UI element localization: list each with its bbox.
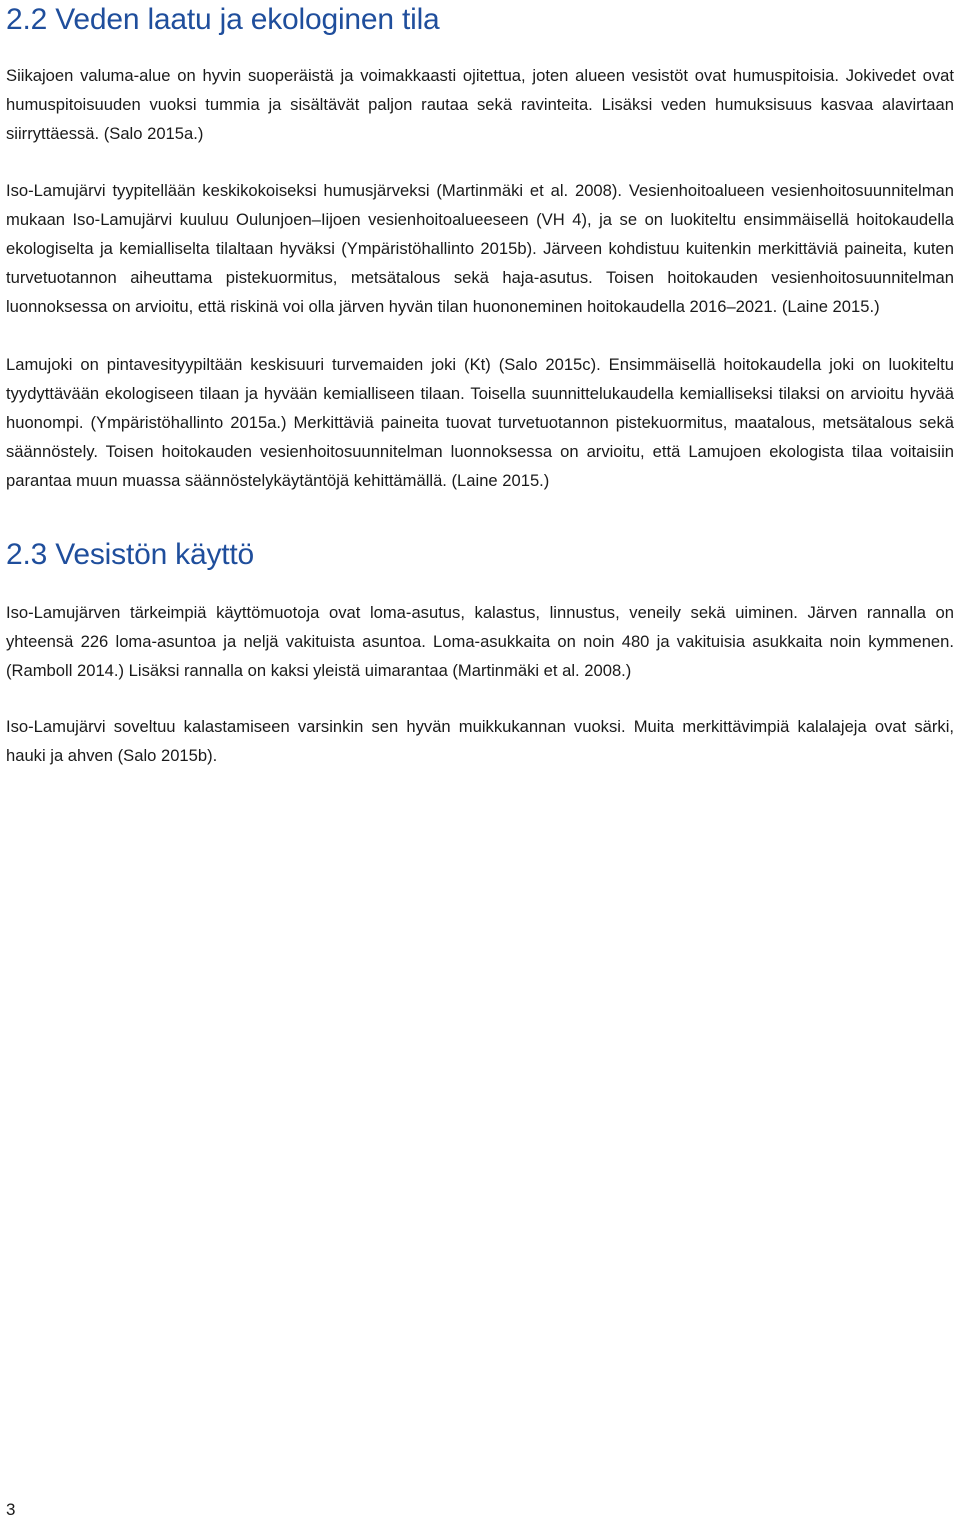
paragraph-fishing: Iso-Lamujärvi soveltuu kalastamiseen varsinkin sen hyvän muikkukannan vuoksi. Muita merkittävimpiä kalalajeja ovat särki, hauki ja ahven (Salo 2015b).: [6, 717, 954, 765]
paragraph-iso-lamujarvi-status: Iso-Lamujärvi tyypitellään keskikokoiseksi humusjärveksi (Martinmäki et al. 2008). Vesienhoitoalueen vesienhoitosuunnitelman mukaan Iso-Lamujärvi kuuluu Oulunjoen–Iijoen vesienhoitoalueeseen (VH 4), ja se on luokiteltu ensimmäisellä hoitokaudella ekologiselta ja kemialliselta tilaltaan hyväksi (Ympäristöhallinto 2015b). Järveen kohdistuu kuitenkin merkittäviä paineita, kuten turvetuotannon aiheuttama pistekuormitus, metsätalous sekä haja-asutus. Toisen hoitokauden vesienhoitosuunnitelman luonnoksessa on arvioitu, että riskinä voi olla järven hyvän tilan huononeminen hoitokaudella 2016–2021. (Laine 2015.): [6, 181, 954, 316]
paragraph-humus-content: Siikajoen valuma-alue on hyvin suoperäistä ja voimakkaasti ojitettua, joten alueen vesistöt ovat humuspitoisia. Jokivedet ovat humuspitoisuuden vuoksi tummia ja sisältävät paljon rautaa sekä ravinteita. Lisäksi veden humuksisuus kasvaa alavirtaan siirryttäessä. (Salo 2015a.): [6, 66, 954, 143]
section-heading-2-2: 2.2 Veden laatu ja ekologinen tila: [6, 3, 440, 36]
page-number: 3: [6, 1500, 16, 1519]
page-content: [6, 0, 954, 770]
paragraph-lake-usage: Iso-Lamujärven tärkeimpiä käyttömuotoja ovat loma-asutus, kalastus, linnustus, veneily sekä uiminen. Järven rannalla on yhteensä 226 loma-asuntoa ja neljä vakituista asuntoa. Loma-asukkaita on noin 480 ja vakituisia asukkaita noin kymmenen. (Ramboll 2014.) Lisäksi rannalla on kaksi yleistä uimarantaa (Martinmäki et al. 2008.): [6, 603, 954, 680]
paragraph-lamujoki-status: Lamujoki on pintavesityypiltään keskisuuri turvemaiden joki (Kt) (Salo 2015c). Ensimmäisellä hoitokaudella joki on luokiteltu tyydyttävään ekologiseen tilaan ja hyvään kemialliseen tilaan. Toisella suunnittelukaudella kemialliseksi tilaksi on arvioitu hyvää huonompi. (Ympäristöhallinto 2015a.) Merkittäviä paineita tuovat turvetuotannon pistekuormitus, maatalous, metsätalous sekä säännöstely. Toisen hoitokauden vesienhoitosuunnitelman luonnoksessa on arvioitu, että Lamujoen ekologista tilaa voitaisiin parantaa muun muassa säännöstelykäytäntöjä kehittämällä. (Laine 2015.): [6, 355, 954, 490]
section-heading-2-3: 2.3 Vesistön käyttö: [6, 538, 255, 571]
